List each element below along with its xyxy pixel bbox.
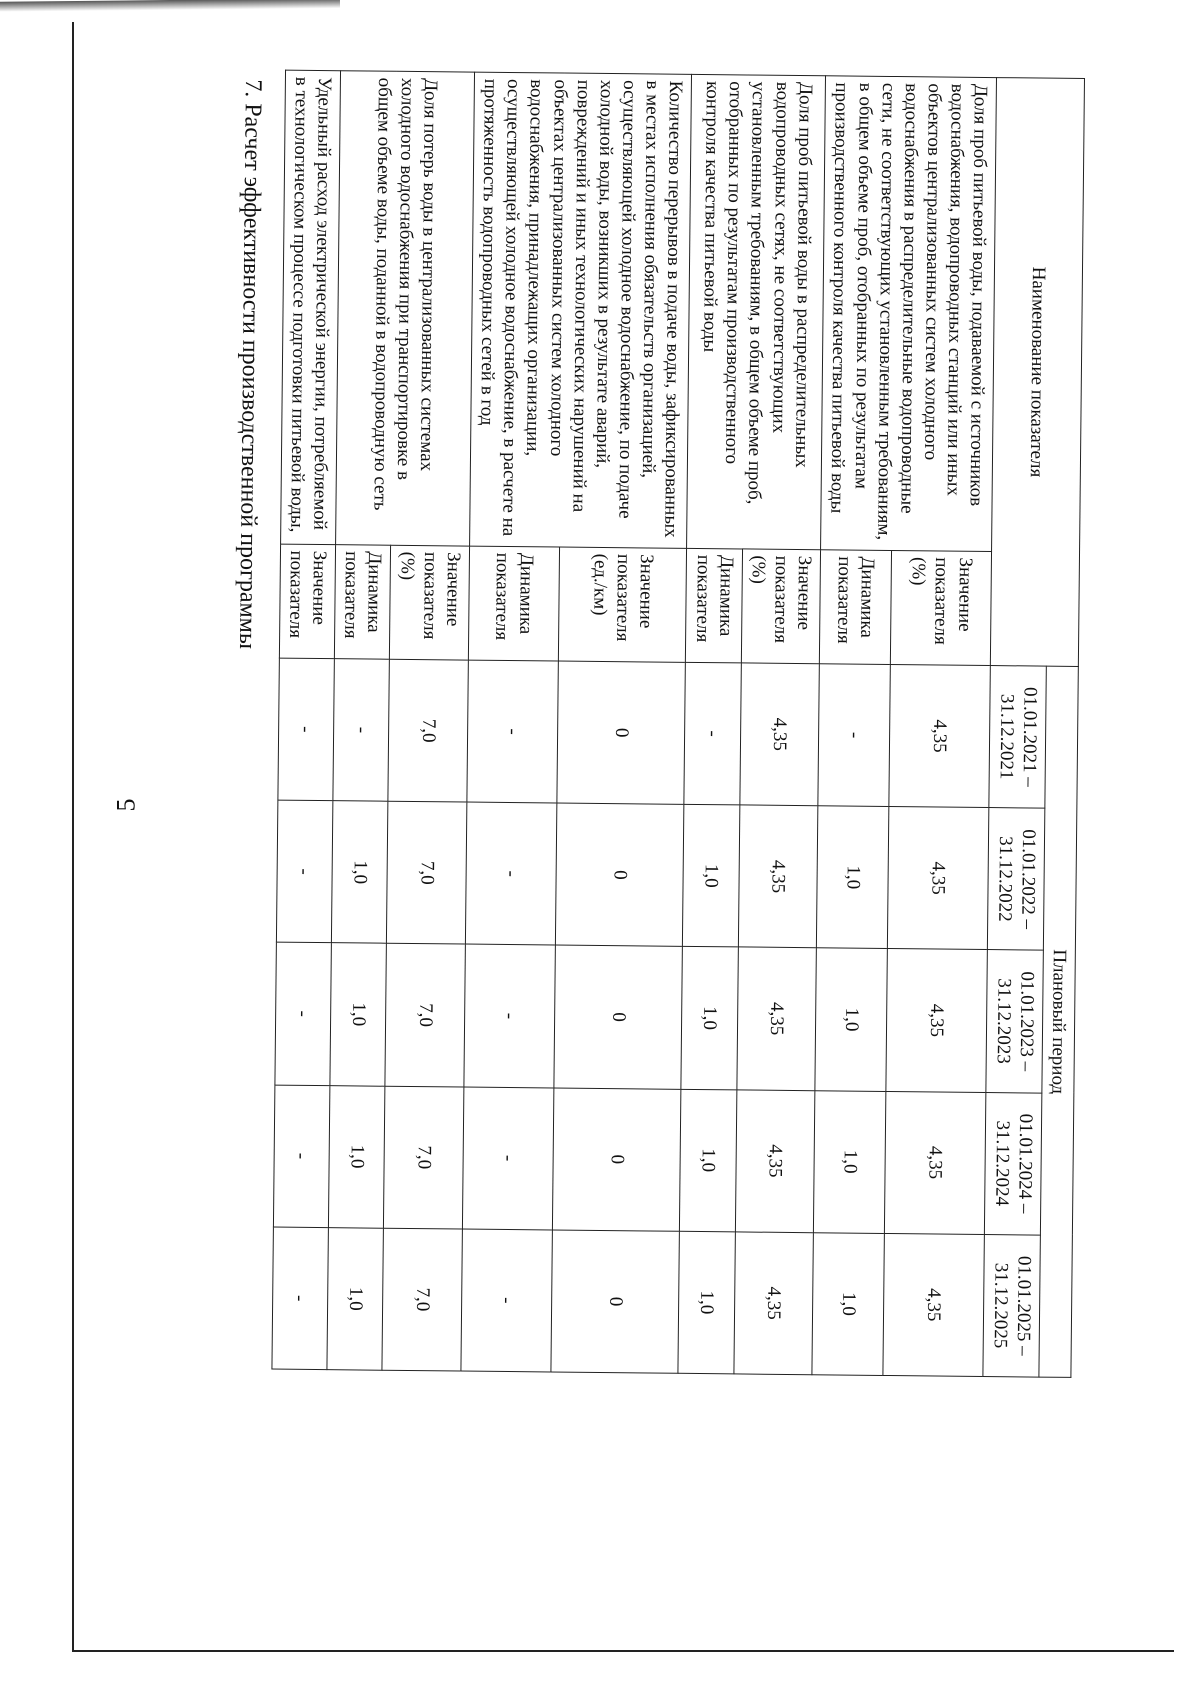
value-cell: -	[461, 1229, 552, 1372]
value-cell: -	[272, 1227, 329, 1370]
value-cell: 1,0	[330, 943, 387, 1086]
value-cell: -	[464, 944, 555, 1087]
indicator-name: Доля потерь воды в централизованных системах холодного водоснабжения при транспортировке в общем объеме воды, поданной в водопроводную сеть	[336, 71, 475, 546]
value-cell: 4,35	[737, 947, 817, 1090]
value-cell: -	[465, 802, 556, 945]
indicator-type: Значение показателя	[279, 544, 336, 659]
indicator-type: Динамика показателя	[686, 548, 743, 663]
value-cell: 4,35	[883, 1233, 985, 1376]
header-period-2025: 01.01.2025 – 31.12.2025	[983, 1234, 1040, 1377]
value-cell: 4,35	[889, 664, 991, 807]
value-cell: 0	[551, 1230, 680, 1374]
indicator-type: Значение показателя (%)	[390, 545, 470, 660]
header-period-2021: 01.01.2021 – 31.12.2021	[989, 665, 1046, 808]
value-cell: 4,35	[740, 663, 820, 806]
value-cell: 4,35	[886, 949, 988, 1092]
indicator-type: Значение показателя (%)	[741, 549, 821, 664]
value-cell: 1,0	[683, 804, 740, 947]
value-cell: 4,35	[734, 1232, 814, 1375]
value-cell: 1,0	[681, 947, 738, 1090]
efficiency-table	[271, 70, 1085, 1378]
value-cell: 4,35	[884, 1091, 986, 1234]
value-cell: -	[273, 1085, 330, 1228]
value-cell: -	[278, 658, 335, 801]
value-cell: -	[684, 662, 741, 805]
section-title-text: 7. Расчет эффективности производственной программы	[233, 79, 266, 650]
value-cell: 1,0	[680, 1089, 737, 1232]
indicator-name: Удельный расход электрической энергии, потребляемой в технологическом процессе подготовки питьевой воды,	[280, 70, 340, 544]
header-period-2023: 01.01.2023 – 31.12.2023	[986, 950, 1043, 1093]
value-cell: 1,0	[328, 1085, 385, 1228]
indicator-name: Доля проб питьевой воды, подаваемой с источников водоснабжения, водопроводных станций или иных объектов централизованных систем холодного водоснабжения в распределительные водопроводные сети, не соответствующих установленным требованиям, в общем объеме проб, отобранных по результатам производственного контроля качества питьевой воды	[821, 76, 997, 552]
header-period-2024: 01.01.2024 – 31.12.2024	[985, 1092, 1042, 1235]
table-row	[382, 71, 474, 1371]
value-cell: 0	[554, 945, 683, 1089]
value-cell: -	[276, 800, 333, 943]
scan-edge-mark	[0, 0, 340, 12]
value-cell: -	[467, 660, 558, 803]
indicator-type: Динамика показателя	[334, 544, 391, 659]
table-row	[734, 75, 826, 1375]
table-row	[551, 73, 692, 1373]
value-cell: 0	[552, 1088, 681, 1232]
indicator-type: Значение показателя (%)	[890, 550, 992, 665]
header-name: Наименование показателя	[991, 78, 1085, 667]
value-cell: -	[333, 659, 390, 802]
value-cell: 1,0	[817, 806, 889, 949]
value-cell: -	[462, 1087, 553, 1230]
indicator-type: Динамика показателя	[468, 546, 559, 661]
page-number: 5	[111, 798, 141, 812]
value-cell: 1,0	[678, 1231, 735, 1374]
indicator-name: Доля проб питьевой воды в распределительных водопроводных сетях, не соответствующих установленным требованиям, в общем объеме проб, отобранных по результатам производственного контроля качества питьевой воды	[687, 74, 826, 549]
value-cell: 7,0	[382, 1228, 462, 1371]
table-row	[883, 77, 997, 1377]
rotated-content	[221, 69, 1085, 1378]
header-planned-period: Плановый период	[1039, 666, 1079, 1377]
value-cell: -	[275, 942, 332, 1085]
value-cell: 7,0	[387, 801, 467, 944]
value-cell: 0	[555, 803, 684, 947]
header-period-2022: 01.01.2022 – 31.12.2022	[988, 808, 1045, 951]
value-cell: 7,0	[384, 1086, 464, 1229]
value-cell: 1,0	[331, 801, 388, 944]
value-cell: 0	[557, 661, 686, 805]
indicator-name: Количество перерывов в подаче воды, зафиксированных в местах исполнения обязательств организацией, осуществляющей холодное водоснабжение, по подаче холодной воды, возникших в результате аварий, повреждений и иных технологических нарушений на объектах централизованных систем холодного водоснабжения, принадлежащих организации, осуществляющей холодное водоснабжение, в расчете на протяженность водопроводных сетей в год	[469, 72, 691, 548]
value-cell: -	[818, 664, 890, 807]
value-cell: 1,0	[814, 1090, 886, 1233]
value-cell: 4,35	[735, 1089, 815, 1232]
value-cell: 1,0	[327, 1227, 384, 1370]
value-cell: 7,0	[388, 659, 468, 802]
value-cell: 1,0	[812, 1232, 884, 1375]
value-cell: 1,0	[815, 948, 887, 1091]
value-cell: 4,35	[738, 805, 818, 948]
value-cell: 7,0	[385, 944, 465, 1087]
indicator-type: Значение показателя (ед./км)	[558, 547, 687, 662]
indicator-type: Динамика показателя	[820, 550, 892, 665]
value-cell: 4,35	[887, 807, 989, 950]
